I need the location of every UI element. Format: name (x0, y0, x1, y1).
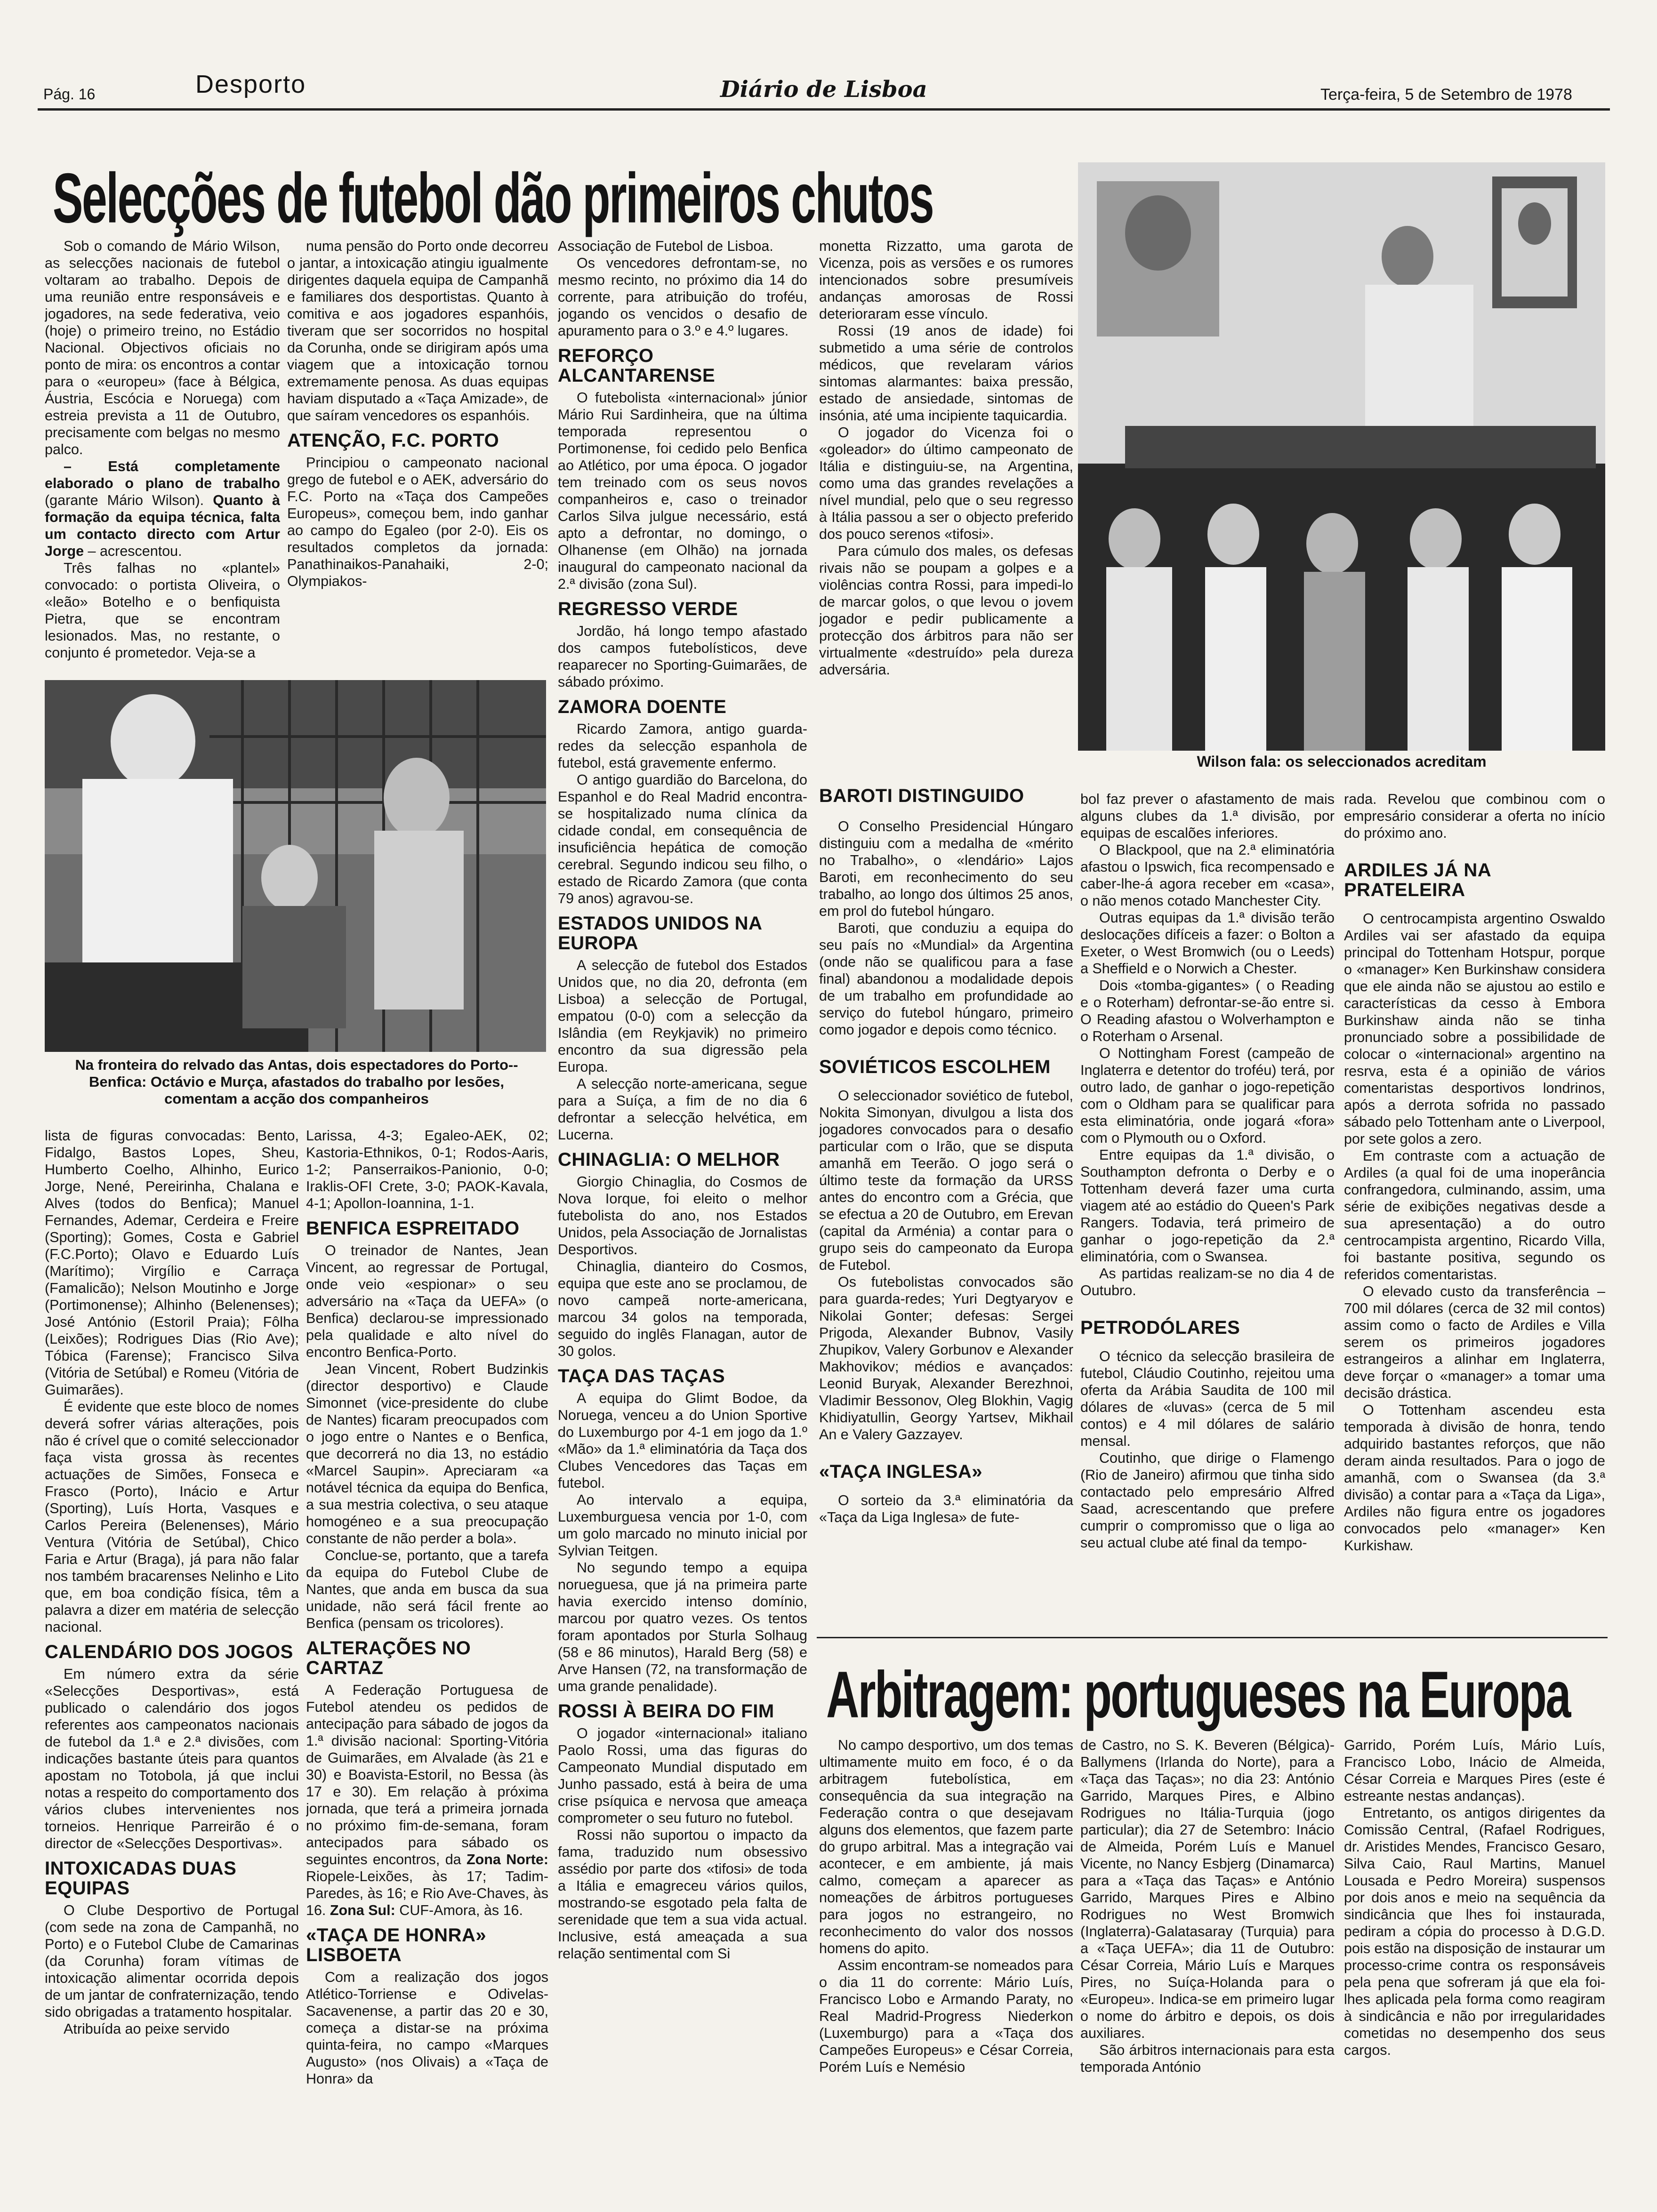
photo-wilson-caption: Wilson fala: os seleccionados acreditam (1197, 753, 1487, 770)
article1-col3: Associação de Futebol de Lisboa. Os vencedores defrontam-se, no mesmo recinto, no próximo dia 14 do corrente, para atribuição do troféu, jogando os vencidos o desafio de apuramento para o 3.º e 4.º lugares. REFORÇO ALCANTARENSE O futebolista «internacional» júnior Mário Rui Sardinheira, que na última temporada representou o Portimonense, foi cedido pelo Benfica ao Atlético, por uma época. O jogador tem treinado com os seus novos companheiros e, caso o treinador Carlos Silva julgue necessário, está apto a defrontar, no domingo, o Olhanense (em Olhão) na jornada inaugural do campeonato nacional da 2.ª divisão (zona Sul). REGRESSO VERDE Jordão, há longo tempo afastado dos campos futebolísticos, deve reaparecer no Sporting-Guimarães, de sábado próximo. ZAMORA DOENTE Ricardo Zamora, antigo guarda-redes da selecção espanhola de futebol, está gravemente enfermo. O antigo guardião do Barcelona, do Espanhol e do Real Madrid encontra-se hospitalizado numa clínica da cidade condal, em consequência de insuficiência hepática de comoção cerebral. Segundo indicou seu filho, o estado de Ricardo Zamora (que conta 79 anos) agravou-se. ESTADOS UNIDOS NA EUROPA A selecção de futebol dos Estados Unidos que, no dia 20, defronta (em Lisboa) a selecção de Portugal, empatou (0-0) com a selecção da Islândia (em Reykjavik) no primeiro encontro da sua digressão pela Europa. A selecção norte-americana, segue para a Suíça, a fim de no dia 6 defrontar a selecção helvética, em Lucerna. CHINAGLIA: O MELHOR Giorgio Chinaglia, do Cosmos de Nova Iorque, foi eleito o melhor futebolista do ano, nos Estados Unidos, pela Associação de Jornalistas Desportivos. Chinaglia, dianteiro do Cosmos, equipa que este ano se proclamou, de novo campeã norte-americana, marcou 34 golos na temporada, seguido do inglês Flanagan, autor de 30 golos. TAÇA DAS TAÇAS A equipa do Glimt Bodoe, da Noruega, venceu a do Union Sportive do Luxemburgo por 4-1 em jogo da 1.º «Mão» da 1.ª eliminatória da Taça dos Clubes Vencedores das Taças em futebol. Ao intervalo a equipa, Luxemburguesa vencia por 1-0, com um golo marcado no minuto inicial por Sylvian Teitgen. No segundo tempo a equipa norueguesa, que já na primeira parte havia exercido intenso domínio, marcou por quatro vezes. Os tentos foram apontados por Sturla Solhaug (58 e 86 minutos), Harald Berg (58) e Arve Hansen (72, na transformação de uma grande penalidade). ROSSI À BEIRA DO FIM O jogador «internacional» italiano Paolo Rossi, uma das figuras do Campeonato Mundial disputado em Junho passado, está à beira de uma crise psíquica e nervosa que ameaça comprometer o seu futuro no futebol. Rossi não suportou o impacto da fama, traduzido num obsessivo assédio por parte dos «tifosi» de toda a Itália e emagreceu vários quilos, mostrando-se esgotado pela falta de serenidade que tem a sua vida actual. Inclusive, está ameaçada a sua relação sentimental com Si (558, 238, 807, 1962)
article1-col1-top: Sob o comando de Mário Wilson, as selecções nacionais de futebol voltaram ao trabalho. Depois de uma reunião entre responsáveis e jogadores, na sede federativa, veio (hoje) o primeiro treino, no Estádio Nacional. Objectivos oficiais no ponto de mira: os encontros a contar para o «europeu» (face à Bélgica, Áustria, Escócia e Noruega) com estreia prevista a 11 de Outubro, precisamente com belgas no mesmo palco. – Está completamente elaborado o plano de trabalho (garante Mário Wilson). Quanto à formação da equipa técnica, falta um contacto directo com Artur Jorge – acrescentou. Três falhas no «plantel» convocado: o portista Oliveira, o «leão» Botelho e o benfiquista Pietra, que se encontram lesionados. Mas, no restante, o conjunto é prometedor. Veja-se a (45, 238, 280, 661)
photo-spectators-caption: Na fronteira do relvado das Antas, dois espectadores do Porto--Benfica: Octávio e Murça, afastados do trabalho por lesões, comentam a acção dos companheiros (75, 1057, 518, 1107)
photo-wilson (1078, 162, 1605, 751)
article2-headline: Arbitragem: portugueses na Europa (826, 1658, 1570, 1731)
article1-col6: rada. Revelou que combinou com o empresário considerar a oferta no início do próximo ano. ARDILES JÁ NA PRATELEIRA O centrocampista argentino Oswaldo Ardiles vai ser afastado da equipa principal do Tottenham Hotspur, porque o «manager» Ken Burkinshaw considera que ele ainda não se ajustou ao estilo e características da cesso à Embora Burkinshaw ainda não se tinha pronunciado sobre a possibilidade de colocar o «internacional» argentino na resrva, esta é a opinião de vários comentaristas desportivos londrinos, após a derrota sofrida no passado sábado pelo Tottenham ante o Liverpool, por sete golos a zero. Em contraste com a actuação de Ardiles (a qual foi de uma inoperância confrangedora, culminando, assim, uma série de exibições negativas desde a sua apresentação) a do outro centrocampista argentino, Ricardo Villa, foi bastante positiva, segundo os referidos comentaristas. O elevado custo da transferência – 700 mil dólares (cerca de 32 mil contos) assim como o facto de Ardiles e Villa serem os primeiros jogadores estrangeiros a alinhar em Inglaterra, deve forçar o «manager» a tomar uma decisão drástica. O Tottenham ascendeu esta temporada à divisão de honra, tendo adquirido bastantes reforços, que não deram ainda resultados. Para o jogo de amanhã, com o Swansea (da 3.ª divisão) a contar para a «Taça da Liga», Ardiles não figura entre os jogadores convocados pelo «manager» Ken Kurkishaw. (1344, 791, 1605, 1554)
article2-col1: No campo desportivo, um dos temas ultimamente muito em foco, é o da arbitragem futebolística, em consequência da sua integração na Federação contra o que desejavam alguns dos elementos, que fazem parte do grupo arbitral. Mas a integração vai acontecer, e em ambiente, já mais calmo, começam a aparecer as nomeações de árbitros portugueses para jogos no estrangeiro, no reconhecimento do valor dos nossos homens do apito. Assim encontram-se nomeados para o dia 11 do corrente: Mário Luís, Francisco Lobo e Armando Paraty, no Real Madrid-Progress Niederkon (Luxemburgo) para a «Taça dos Campeões Europeus» e César Correia, Porém Luís e Nemésio (819, 1737, 1073, 2075)
header-rule (38, 108, 1610, 111)
article1-col2-bottom: Larissa, 4-3; Egaleo-AEK, 02; Kastoria-Ethnikos, 0-1; Rodos-Aaris, 1-2; Panserraikos-Panionio, 0-0; Iraklis-OFI Crete, 3-0; PAOK-Kavala, 4-1; Apollon-Ioannina, 1-1. BENFICA ESPREITADO O treinador de Nantes, Jean Vincent, ao regressar de Portugal, onde veio «espionar» o seu adversário na «Taça da UEFA» (o Benfica) declarou-se impressionado pela qualidade e alto nível do encontro Benfica-Porto. Jean Vincent, Robert Budzinkis (director desportivo) e Claude Simonnet (vice-presidente do clube de Nantes) ficaram preocupados com o jogo entre o Nantes e o Benfica, que decorrerá no dia 13, no estádio «Marcel Saupin». Apreciaram «a notável técnica da equipa do Benfica, a sua mestria colectiva, o seu ataque homogéneo e a sua preocupação constante de não perder a bola». Conclue-se, portanto, que a tarefa da equipa do Futebol Clube de Nantes, que anda em busca da sua unidade, não será fácil frente ao Benfica (pensam os tricolores). ALTERAÇÕES NO CARTAZ A Federação Portuguesa de Futebol atendeu os pedidos de antecipação para sábado de jogos da 1.ª divisão nacional: Sporting-Vitória de Guimarães, em Alvalade (às 21 e 30) e Boavista-Estoril, no Bessa (às 17 e 30). Em relação à próxima jornada, que terá a primeira jornada no próximo fim-de-semana, foram antecipados para sábado os seguintes encontros, da Zona Norte: Riopele-Leixões, às 17; Tadim-Paredes, às 16; e Rio Ave-Chaves, às 16. Zona Sul: CUF-Amora, às 16. «TAÇA DE HONRA» LISBOETA Com a realização dos jogos Atlético-Torriense e Odivelas-Sacavenense, a partir das 20 e 30, começa a distar-se na próxima quinta-feira, no campo «Marques Augusto» (nos Olivais) a «Taça de Honra» da (306, 1128, 548, 2087)
masthead: Diário de Lisboa (720, 76, 927, 103)
article1-col2-top: numa pensão do Porto onde decorreu o jantar, a intoxicação atingiu igualmente dirigentes daquela equipa de Campanhã e familiares dos desportistas. Quanto à comitiva e aos jogadores espanhóis, tiveram que ser socorridos no hospital da Corunha, onde se dirigiram após uma viagem que a intoxicação tornou extremamente penosa. As duas equipas haviam disputado a «Taça Amizade», de que saíram vencedores os espanhóis. ATENÇÃO, F.C. PORTO Principiou o campeonato nacional grego de futebol e o AEK, adversário do F.C. Porto na «Taça dos Campeões Europeus», começou bem, indo ganhar ao campo do Egaleo (por 2-0). Eis os resultados completos da jornada: Panathinaikos-Panahaiki, 2-0; Olympiakos- (287, 238, 548, 589)
photo-spectators (45, 680, 546, 1052)
issue-date: Terça-feira, 5 de Setembro de 1978 (1320, 86, 1572, 104)
article1-col4-bottom: BAROTI DISTINGUIDO O Conselho Presidencial Húngaro distinguiu com a medalha de «mérito no Trabalho», o «lendário» Lajos Baroti, em reconhecimento do seu trabalho, ao longo dos últimos 25 anos, em prol do futebol húngaro. Baroti, que conduziu a equipa do seu país no «Mundial» da Argentina (onde não se qualificou para a fase final) abandonou a modalidade depois de um trabalho em profundidade ao serviço do futebol húngaro, primeiro como jogador e depois como técnico. SOVIÉTICOS ESCOLHEM O seleccionador soviético de futebol, Nokita Simonyan, divulgou a lista dos jogadores convocados para o desafio particular com o Irão, que se disputa amanhã em Teerão. O jogo será o último teste da formação da URSS antes do encontro com a Grécia, que se efectua a 20 de Outubro, em Erevan (capital da Arménia) a contar para o grupo seis do campeonato da Europa de Futebol. Os futebolistas convocados são para guarda-redes; Yuri Degtyaryov e Nikolai Gonter; defesas: Sergei Prigoda, Alexander Bubnov, Vasily Zhupikov, Valery Gorbunov e Alexander Makhovikov; médios e avançados: Leonid Buryak, Alexander Berezhnoi, Vladimir Bessonov, Oleg Blokhin, Vagig Khidiyatullin, Georgy Yartsev, Mikhail An e Valery Gazzayev. «TAÇA INGLESA» O sorteio da 3.ª eliminatória da «Taça da Liga Inglesa» de fute- (819, 785, 1073, 1525)
article1-col5: bol faz prever o afastamento de mais alguns clubes da 1.ª divisão, por equipas de escalões inferiores. O Blackpool, que na 2.ª eliminatória afastou o Ipswich, fica recompensado e caber-lhe-á agora receber em «casa», o não menos cotado Manchester City. Outras equipas da 1.ª divisão terão deslocações difíceis a fazer: o Bolton a Exeter, o West Bromwich (ou o Leeds) a Sheffield e o Norwich a Chester. Dois «tomba-gigantes» ( o Reading e o Roterham) defrontar-se-ão entre si. O Reading afastou o Wolverhampton e o Roterham o Arsenal. O Nottingham Forest (campeão de Inglaterra e detentor do troféu) terá, por outro lado, de ganhar o jogo-repetição com o Oldham para se qualificar para esta eliminatória, onde jogará «fora» com o Plymouth ou o Oxford. Entre equipas da 1.ª divisão, o Southampton defronta o Derby e o Tottenham deverá fazer uma curta viagem até ao estádio do Queen's Park Rangers. Todavia, terá primeiro de ganhar o jogo-repetição da 2.ª eliminatória, com o Swansea. As partidas realizam-se no dia 4 de Outubro. PETRODÓLARES O técnico da selecção brasileira de futebol, Cláudio Coutinho, rejeitou uma oferta da Arábia Saudita de 100 mil dólares de «luvas» (cerca de 5 mil contos) e 4 mil dólares de salário mensal. Coutinho, que dirige o Flamengo (Rio de Janeiro) afirmou que tinha sido contactado pelo empresário Alfred Saad, acrescentando que prefere cumprir o compromisso que o liga ao seu actual clube até final da tempo- (1080, 791, 1335, 1551)
article2-rule (817, 1637, 1608, 1638)
article1-col4-top: monetta Rizzatto, uma garota de Vicenza, pois as versões e os rumores intencionados sobre presumíveis andanças amorosas de Rossi deterioraram esse vínculo. Rossi (19 anos de idade) foi submetido a uma série de controlos médicos, que revelaram vários sintomas alarmantes: baixa pressão, estado de ansiedade, sintomas de insónia, até uma incipiente taquicardia. O jogador do Vicenza foi o «goleador» do último campeonato de Itália e distinguiu-se, na Argentina, como uma das grandes revelações a nível mundial, pelo que o seu regresso à Itália passou a ser o objecto preferido dos pouco serenos «tifosi». Para cúmulo dos males, os defesas rivais não se poupam a golpes e a violências contra Rossi, para impedi-lo de marcar golos, o que levou o jovem jogador e pedir publicamente a protecção dos árbitros para não ser virtualmente «destruído» pela dureza adversária. (819, 238, 1073, 678)
article1-headline: Selecções de futebol dão primeiros chutos (53, 159, 933, 238)
article2-col2: de Castro, no S. K. Beveren (Bélgica)-Ballymens (Irlanda do Norte), para a «Taça das Taças»; no dia 23: António Garrido, Marques Pires, e Albino Rodrigues no Itália-Turquia (jogo particular); dia 27 de Setembro: Inácio de Almeida, Porém Luís e Manuel Vicente, no Nancy Esbjerg (Dinamarca) para a «Taça das Taças» e António Garrido, Marques Pires e Albino Rodrigues no West Bromwich (Inglaterra)-Galatasaray (Turquia) para a «Taça UEFA»; dia 11 de Outubro: César Correia, Mário Luís e Marques Pires, no Suíça-Holanda para o «Europeu». Indica-se em primeiro lugar o nome do árbitro e depois, os dois auxiliares. São árbitros internacionais para esta temporada António (1080, 1737, 1335, 2075)
article1-col1-bottom: lista de figuras convocadas: Bento, Fidalgo, Bastos Lopes, Sheu, Humberto Coelho, Alhinho, Eurico Jorge, Nené, Pereirinha, Chalana e Alves (todos do Benfica); Manuel Fernandes, Ademar, Cerdeira e Freire (Sporting); Gomes, Costa e Gabriel (F.C.Porto); Olavo e Eduardo Luís (Marítimo); Virgílio e Carraça (Famalicão); Nelson Moutinho e Jorge (Portimonense); Alhinho (Belenenses); José António (Estoril Praia); Fôlha (Leixões); Rodrigues Dias (Rio Ave); Tóbica (Farense); Francisco Silva (Vitória de Setúbal) e Romeu (Vitória de Guimarães). É evidente que este bloco de nomes deverá sofrer várias alterações, pois não é crível que o comité seleccionador faça vista grossa às recentes actuações de Simões, Fonseca e Frasco (Porto), Inácio e Artur (Sporting), Luís Horta, Vasques e Carlos Pereira (Belenenses), Mário Ventura (Vitória de Setúbal), Chico Faria e Artur (Braga), já para não falar nos também bracarenses Nelinho e Lito que, em boa condição física, têm a palavra a dizer em matéria de selecção nacional. CALENDÁRIO DOS JOGOS Em número extra da série «Selecções Desportivas», está publicado o calendário dos jogos referentes aos campeonatos nacionais de futebol da 1.ª e 2.ª divisões, com indicações bastante úteis para quantos apostam no Totobola, já que inclui notas a respeito do comportamento dos vários clubes intervenientes nos torneios. Henrique Parreirão é o director de «Selecções Desportivas». INTOXICADAS DUAS EQUIPAS O Clube Desportivo de Portugal (com sede na zona de Campanhã, no Porto) e o Futebol Clube de Camarinas (da Corunha) foram vítimas de intoxicação alimentar ocorrida depois de um jantar de confraternização, tendo sido obrigadas a tratamento hospitalar. Atribuída ao peixe servido (45, 1128, 299, 2037)
section-name: Desporto (195, 70, 306, 98)
article2-col3: Garrido, Porém Luís, Mário Luís, Francisco Lobo, Inácio de Almeida, César Correia e Marques Pires (este é estreante nestas andanças). Entretanto, os antigos dirigentes da Comissão Central, (Rafael Rodrigues, dr. Aristides Mendes, Francisco Gesaro, Silva Caio, Raul Martins, Manuel Lousada e Pedro Moreira) suspensos por dois anos e meio na sequência da sindicância que lhes foi instaurada, pediram a cópia do processo à D.G.D. pois estão na disposição de instaurar um processo-crime contra os responsáveis pela pena que sofreram já que ela foi-lhes aplicada pela forma como reagiram à sindicância e não por irregularidades cometidas no desempenho dos seus cargos. (1344, 1737, 1605, 2058)
page-number: Pág. 16 (43, 86, 96, 103)
